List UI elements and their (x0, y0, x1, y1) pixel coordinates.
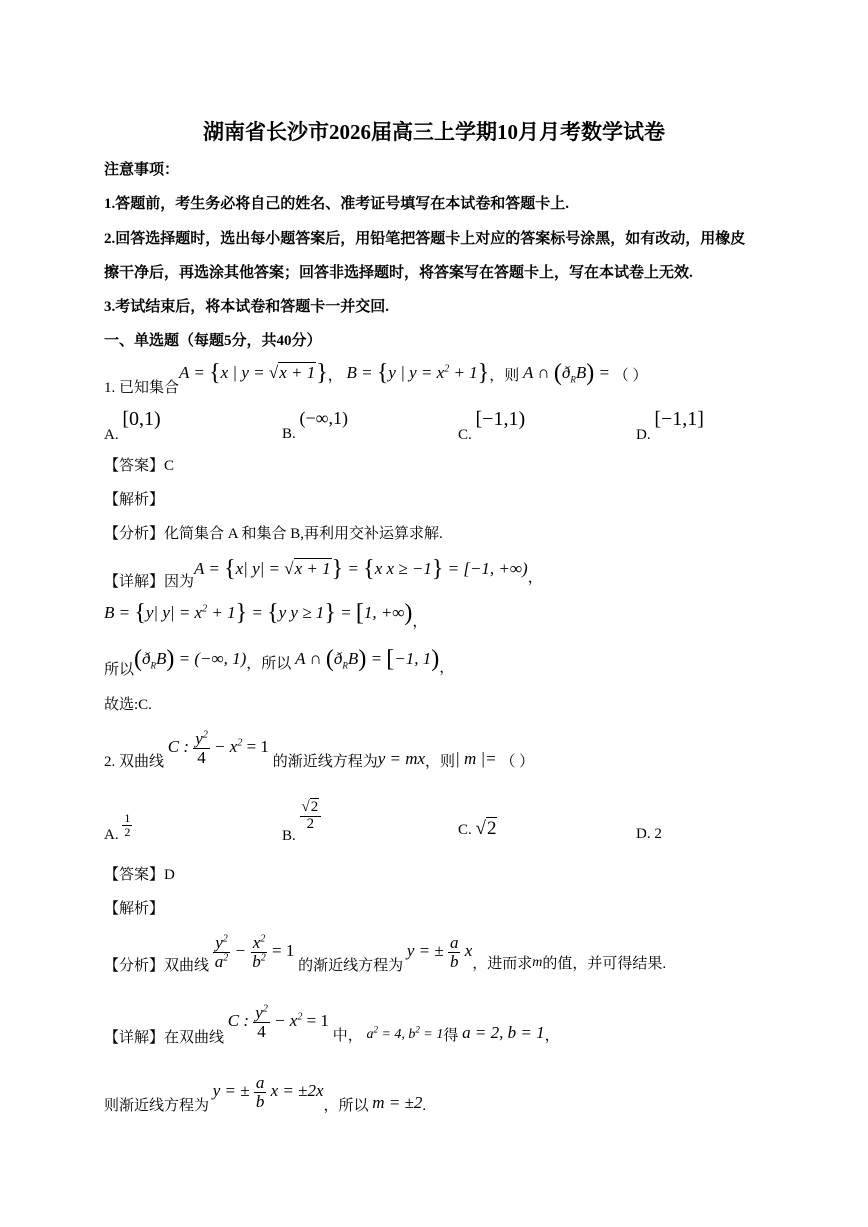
q2-option-b (282, 799, 321, 844)
q2-answer: 【答案】D (104, 867, 175, 883)
q2-option-c (458, 818, 497, 840)
q2-stem-then: ，则 (425, 754, 456, 771)
q2-stem-prefix: 2. 双曲线 (104, 754, 165, 771)
q1-guxuan: 故选:C. (104, 697, 152, 713)
q1-option-a-value: [0,1) (122, 408, 161, 430)
q2-detail-zhong: 中， (332, 1028, 363, 1045)
notice-item-1: 1.答题前，考生务必将自己的姓名、准考证号填写在本试卷和答题卡上. (104, 196, 570, 212)
question-2 (104, 729, 535, 771)
q2-detail-de: 得 (443, 1028, 459, 1045)
q1-option-b-value: (−∞,1) (299, 408, 348, 428)
q1-option-b (282, 408, 348, 442)
q2-standard-form: $\frac{y^2}{a^2}$ − $\frac{x^2}{b^2}$ = 1 (214, 933, 295, 971)
q2-option-c-value: √2 (475, 818, 497, 839)
q1-option-d (636, 408, 704, 443)
q1-detail-line-2 (104, 600, 428, 630)
q1-suoyi-1: 所以 (104, 662, 135, 678)
q2-option-a-label: A. (104, 826, 119, 843)
q2-stem-mid: 的渐近线方程为 (272, 754, 378, 771)
q2-fenxi-prefix: 【分析】双曲线 (104, 958, 210, 975)
q1-set-b: B = {y | $y = x^2 + 1$} (346, 360, 490, 386)
page-title: 湖南省长沙市2026届高三上学期10月月考数学试卷 (203, 120, 665, 144)
q2-line-mid: ，所以 (323, 1098, 369, 1115)
q1-expression: A ∩ $(ð_RB)$ = (522, 360, 610, 386)
q1-intersection: A ∩ $(ð_RB) = [-1$, 1) (295, 646, 440, 672)
q1-detail-comma: ， (527, 570, 543, 586)
q1-analysis: 【解析】 (104, 492, 165, 508)
q1-suoyi-2: ，所以 (246, 656, 292, 672)
section-heading: 一、单选题（每题5分，共40分） (104, 333, 322, 349)
q2-detail-values: $a^2 = 4$, $b^2 = 1$ (366, 1024, 444, 1043)
q1-option-c-label: C. (458, 427, 472, 443)
q1-option-c (458, 408, 526, 443)
q2-analysis: 【解析】 (104, 901, 165, 917)
notice-heading: 注意事项： (104, 162, 180, 178)
q2-general-asymptote: y = ± $\frac{a}{b}$ x (406, 933, 473, 971)
q1-option-b-label: B. (282, 426, 296, 442)
q2-option-b-label: B. (282, 827, 296, 844)
q1-complement-b: $(ð_RB)$ = (−∞, 1) (134, 646, 247, 672)
q2-asymptote-result: y = ± $\frac{a}{b}$ x = ±2x (212, 1073, 324, 1111)
q1-option-d-value: [−1,1] (654, 408, 704, 430)
q2-fenxi-end: ，进而求 (472, 956, 533, 973)
q2-asymptote: y = mx (377, 749, 426, 769)
q2-detail-prefix: 【详解】在双曲线 (104, 1030, 225, 1047)
q2-option-b-value: $\frac{√2}{2}$ (300, 800, 322, 833)
q2-curve: C : $\frac{y^2}{4}$ − $x^2 = 1$ (167, 729, 269, 767)
q1-set-a: A = {x | y = √x + 1} (179, 360, 328, 386)
q2-detail-line-2 (104, 1073, 427, 1115)
q1-answer: 【答案】C (104, 458, 175, 474)
q2-option-a-value: $\frac{1}{2}$ (124, 811, 131, 839)
q1-fenxi: 【分析】化简集合 A 和集合 B,再利用交补运算求解. (104, 526, 443, 542)
q1-detail-comma-3: ， (439, 660, 455, 676)
q2-m-symbol: m (532, 955, 543, 971)
q2-fenxi-end2: 的值，并可得结果. (542, 956, 667, 973)
notice-item-2-line-2: 擦干净后，再选涂其他答案；回答非选择题时，将答案写在答题卡上，写在本试卷上无效. (104, 265, 693, 281)
q1-option-a-label: A. (104, 427, 119, 443)
q2-detail-ab: a = 2, b = 1 (462, 1023, 545, 1043)
q1-detail-line-3 (104, 646, 455, 678)
q2-line-end: . (422, 1098, 427, 1115)
q2-fenxi-mid: 的渐近线方程为 (298, 958, 404, 975)
q2-detail-curve: C : $\frac{y^2}{4}$ − $x^2 = 1$ (227, 1003, 329, 1041)
q2-fenxi (104, 933, 667, 975)
q2-result: m = ±2 (372, 1093, 423, 1113)
q1-detail-set-a: A = {x| y| = √x + 1} = {x x ≥ −1} = [−1, +∞) (194, 556, 528, 582)
q1-option-c-value: [−1,1) (475, 408, 526, 430)
q1-detail-set-b: B = {y| $y| = x^2 + 1\} = \{y$ y ≥ 1} = [1, +∞) (104, 600, 413, 626)
q1-stem-prefix: 1. 已知集合 (104, 380, 180, 396)
q1-detail-comma-2: ， (412, 614, 428, 630)
notice-item-2-line-1: 2.回答选择题时，选出每小题答案后，用铅笔把答题卡上对应的答案标号涂黑，如有改动，用橡皮 (104, 231, 746, 247)
notice-item-3: 3.考试结束后，将本试卷和答题卡一并交回. (104, 299, 390, 315)
q1-detail-prefix: 【详解】因为 (104, 574, 195, 590)
q2-abs-m: | m |= (455, 749, 497, 769)
q2-option-c-label: C. (458, 822, 472, 838)
q2-option-a (104, 811, 132, 843)
q1-paren: （ ） (613, 368, 648, 384)
question-1 (104, 360, 648, 396)
q1-option-a (104, 408, 161, 443)
q1-sep-2: ，则 (489, 368, 520, 384)
q2-detail-comma: ， (544, 1028, 560, 1045)
q2-paren: （ ） (500, 754, 535, 771)
q1-detail-line-1 (104, 556, 543, 590)
q2-line-prefix: 则渐近线方程为 (104, 1098, 210, 1115)
q2-detail-line-1 (104, 1003, 560, 1047)
q2-option-d: D. 2 (636, 826, 662, 842)
q1-sep-1: ， (327, 368, 343, 384)
q1-option-d-label: D. (636, 427, 651, 443)
